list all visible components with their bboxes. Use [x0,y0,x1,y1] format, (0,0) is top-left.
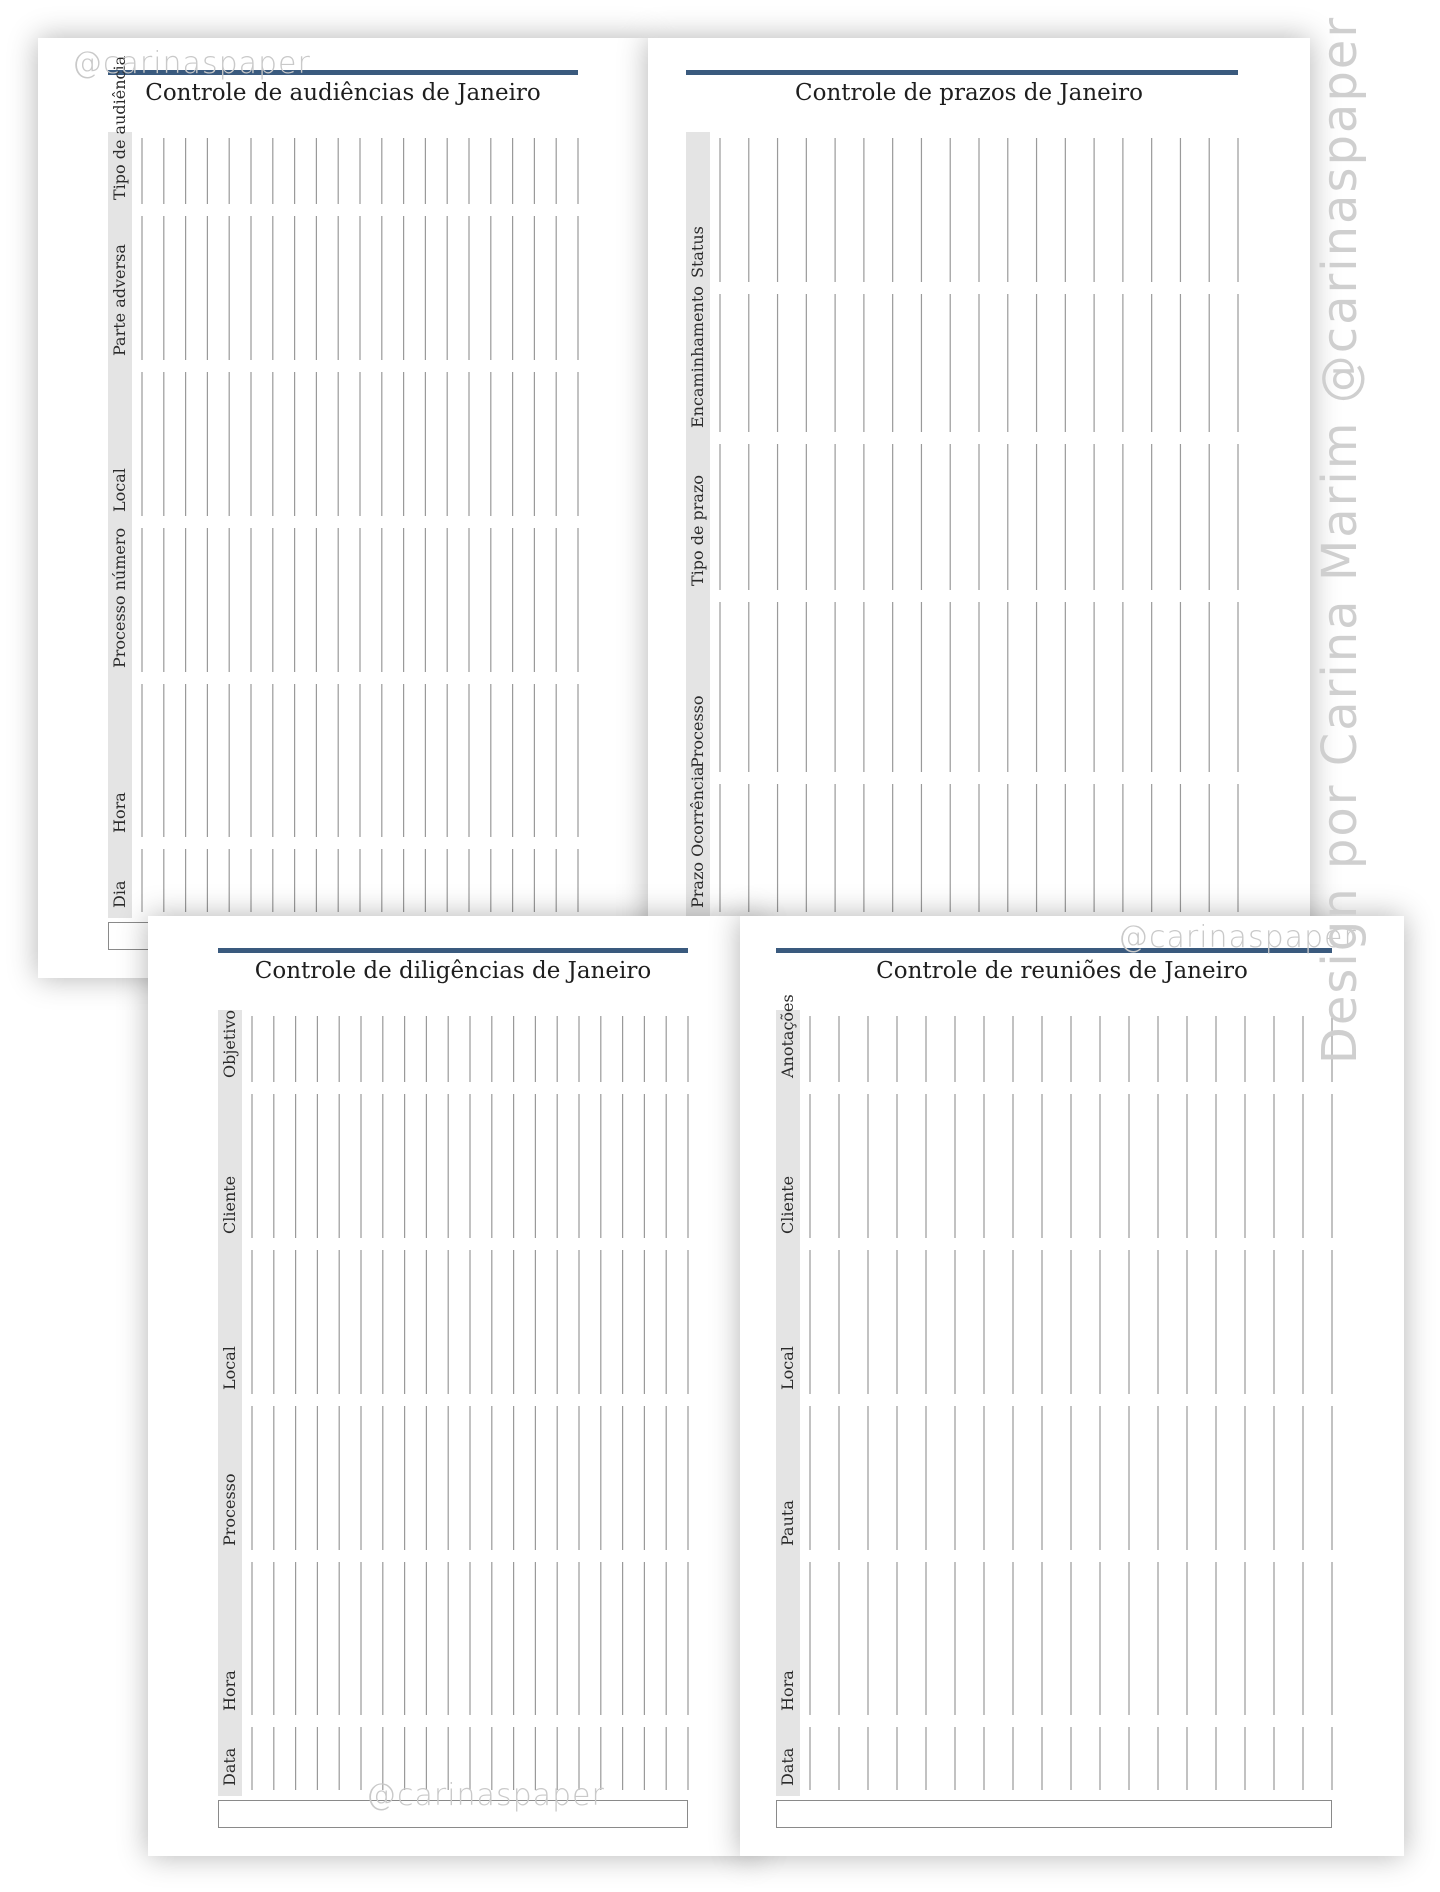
column-label: Anotações [778,994,797,1078]
column-label: Cliente [220,1175,239,1234]
sheet-audiencias [38,38,648,978]
sheet-diligencias [148,916,758,1856]
column-label: Tipo de prazo [688,474,707,586]
column-label: Data [220,1747,239,1786]
column-label: Hora [220,1670,239,1711]
column-label: Hora [778,1670,797,1711]
column-label: Local [110,468,129,512]
column-label: Processo [220,1473,239,1546]
column-label: Tipo de audiência [110,55,129,200]
column-label: Hora [110,792,129,833]
column-label: Prazo Ocorrência [688,766,707,908]
column-label: Processo número [110,527,129,668]
sheet-prazos [648,38,1310,978]
column-label: Dia [110,880,129,908]
watermark-credit: Design por Carina Marim @carinaspaper [1312,15,1368,1065]
column-label: Data [778,1747,797,1786]
column-label: Objetivo [220,1009,239,1078]
table-grid [740,916,1404,1856]
column-label: Parte adversa [110,244,129,356]
table-grid [648,38,1310,978]
column-label: Pauta [778,1500,797,1546]
sheet-title: Controle de diligências de Janeiro [254,958,652,984]
column-label: Status [688,226,707,278]
column-label: Processo [688,695,707,768]
sheet-title: Controle de reuniões de Janeiro [876,958,1248,984]
column-label: Local [778,1346,797,1390]
sheet-reunioes [740,916,1404,1856]
watermark-handle: @carinaspaper [72,46,311,81]
watermark-handle: @carinaspaper [366,1778,605,1813]
sheet-title: Controle de prazos de Janeiro [795,80,1143,106]
column-label: Cliente [778,1175,797,1234]
notes-box[interactable] [776,1800,1332,1828]
column-label: Encaminhamento [688,286,707,428]
column-label: Local [220,1346,239,1390]
watermark-handle: @carinaspaper [1118,920,1357,955]
sheet-title: Controle de audiências de Janeiro [145,80,541,106]
